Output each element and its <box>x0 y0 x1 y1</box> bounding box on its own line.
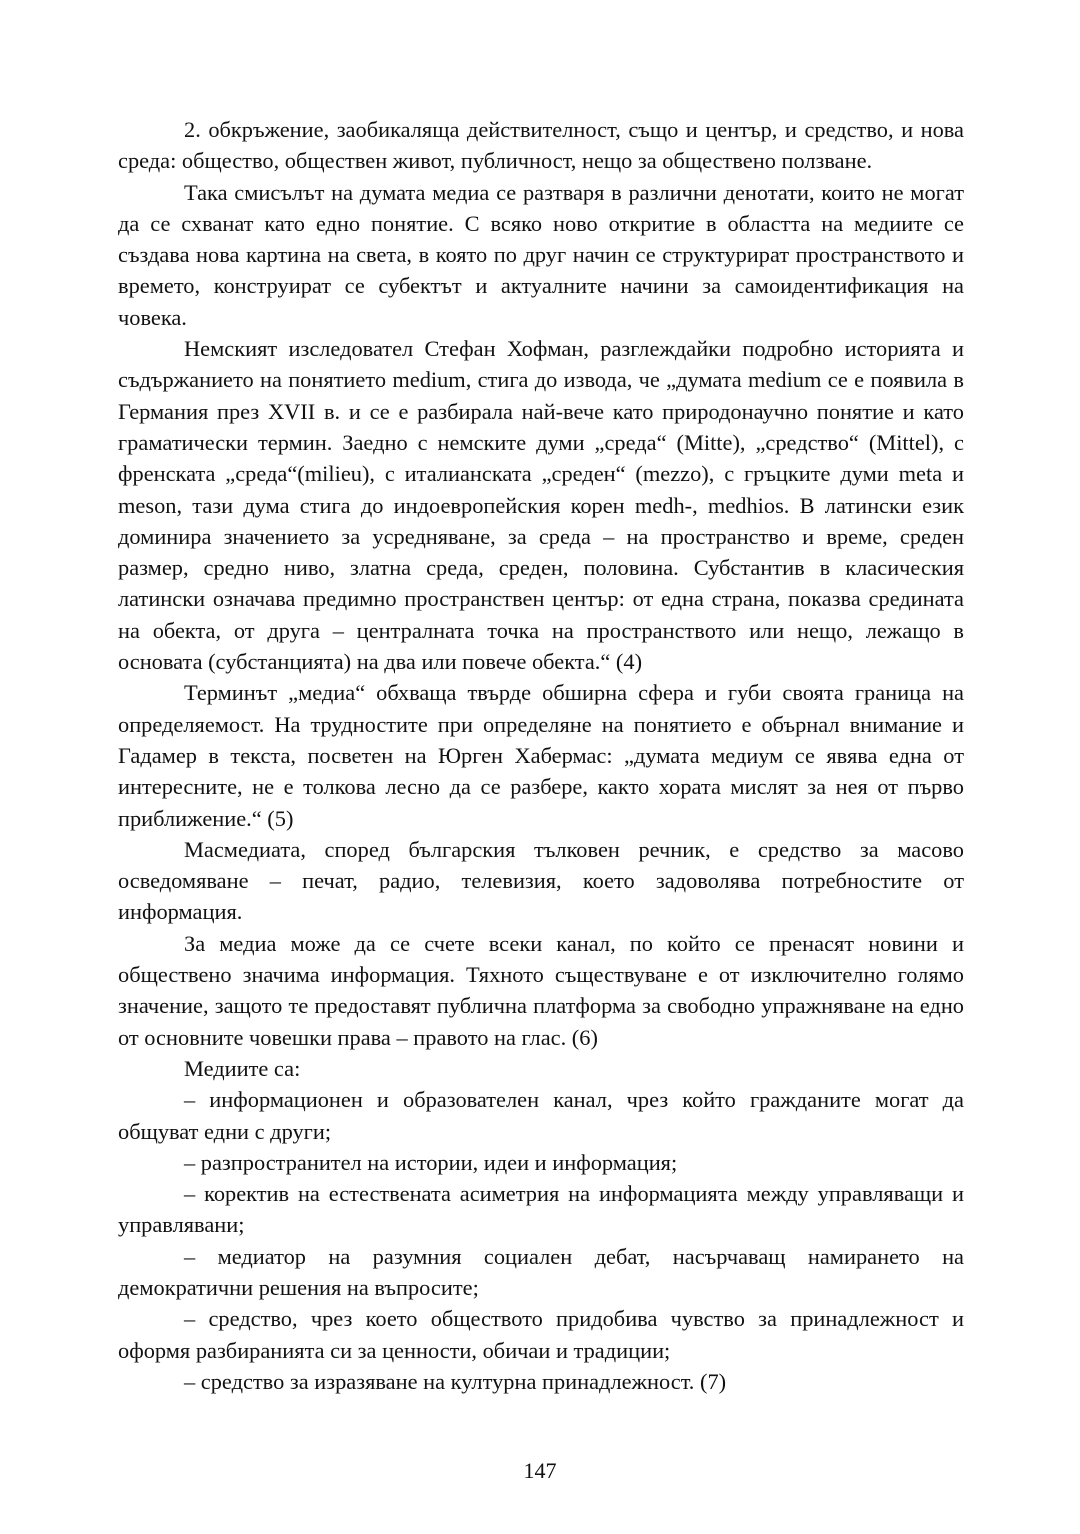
list-item-1: – информационен и образователен канал, чрез който гражданите могат да общуват едни с други; <box>118 1087 964 1144</box>
list-intro: Медиите са: <box>184 1055 301 1081</box>
paragraph-1: 2. обкръжение, заобикаляща действителност, също и център, и средство, и нова среда: общество, обществен живот, публичност, нещо за обществено ползване. <box>118 117 964 174</box>
list-item-3: – коректив на естествената асиметрия на информацията между управляващи и управлявани; <box>118 1181 964 1238</box>
list-item-6: – средство за изразяване на културна принадлежност. (7) <box>184 1368 727 1394</box>
list-item-4: – медиатор на разумния социален дебат, насърчаващ намирането на демократични решения на въпросите; <box>118 1243 964 1300</box>
paragraph-4: Терминът „медиа“ обхваща твърде обширна сфера и губи своята граница на определяемост. На трудностите при определяне на понятието е обърнал внимание и Гадамер в текста, посветен на Юрген Хабермас: „думата медиум се явява една от интересните, не е толкова лесно да се разбере, както хората мислят за нея от първо приближение.“ (5) <box>118 680 964 831</box>
page-number: 147 <box>523 1458 557 1483</box>
paragraph-5: Масмедиата, според българския тълковен речник, е средство за масово осведомяване – печат, радио, телевизия, което задоволява потребностите от информация. <box>118 836 964 925</box>
list-item-2: – разпространител на истории, идеи и информация; <box>184 1149 678 1175</box>
paragraph-3: Немският изследовател Стефан Хофман, разглеждайки подробно историята и съдържанието на понятието medium, стига до извода, че „думата medium се е появила в Германия през XVII в. и се е разбирала най-вече като природонаучно понятие и като граматически термин. Заедно с немските думи „среда“ (Mitte), „средство“ (Mittel), с френската „среда“(milieu), с италианската „среден“ (mezzo), с гръцките думи meta и meson, тази дума стига до индоевропейския корен medh-, medhios. В латински език доминира значението за усредняване, за среда – на пространство и време, среден размер, средно ниво, златна среда, среден, половина. Субстантив в класическия латински означава предимно пространствен център: от една страна, показва средината на обекта, от друга – централната точка на пространството или нещо, лежащо в основата (субстанцията) на два или повече обекта.“ (4) <box>118 336 964 675</box>
paragraph-6: За медиа може да се счете всеки канал, по който се пренасят новини и обществено значима информация. Тяхното съществуване е от изключително голямо значение, защото те предоставят публична платформа за свободно упражняване на едно от основните човешки права – правото на глас. (6) <box>118 930 964 1050</box>
list-item-5: – средство, чрез което обществото придобива чувство за принадлежност и оформя разбиранията си за ценности, обичаи и традиции; <box>118 1306 964 1363</box>
paragraph-2: Така смисълът на думата медиа се разтваря в различни денотати, които не могат да се схванат като едно понятие. С всяко ново откритие в областта на медиите се създава нова картина на света, в която по друг начин се структурират пространството и времето, конструират се субектът и актуалните начини за самоидентификация на човека. <box>118 179 964 330</box>
body-text <box>118 114 964 1397</box>
